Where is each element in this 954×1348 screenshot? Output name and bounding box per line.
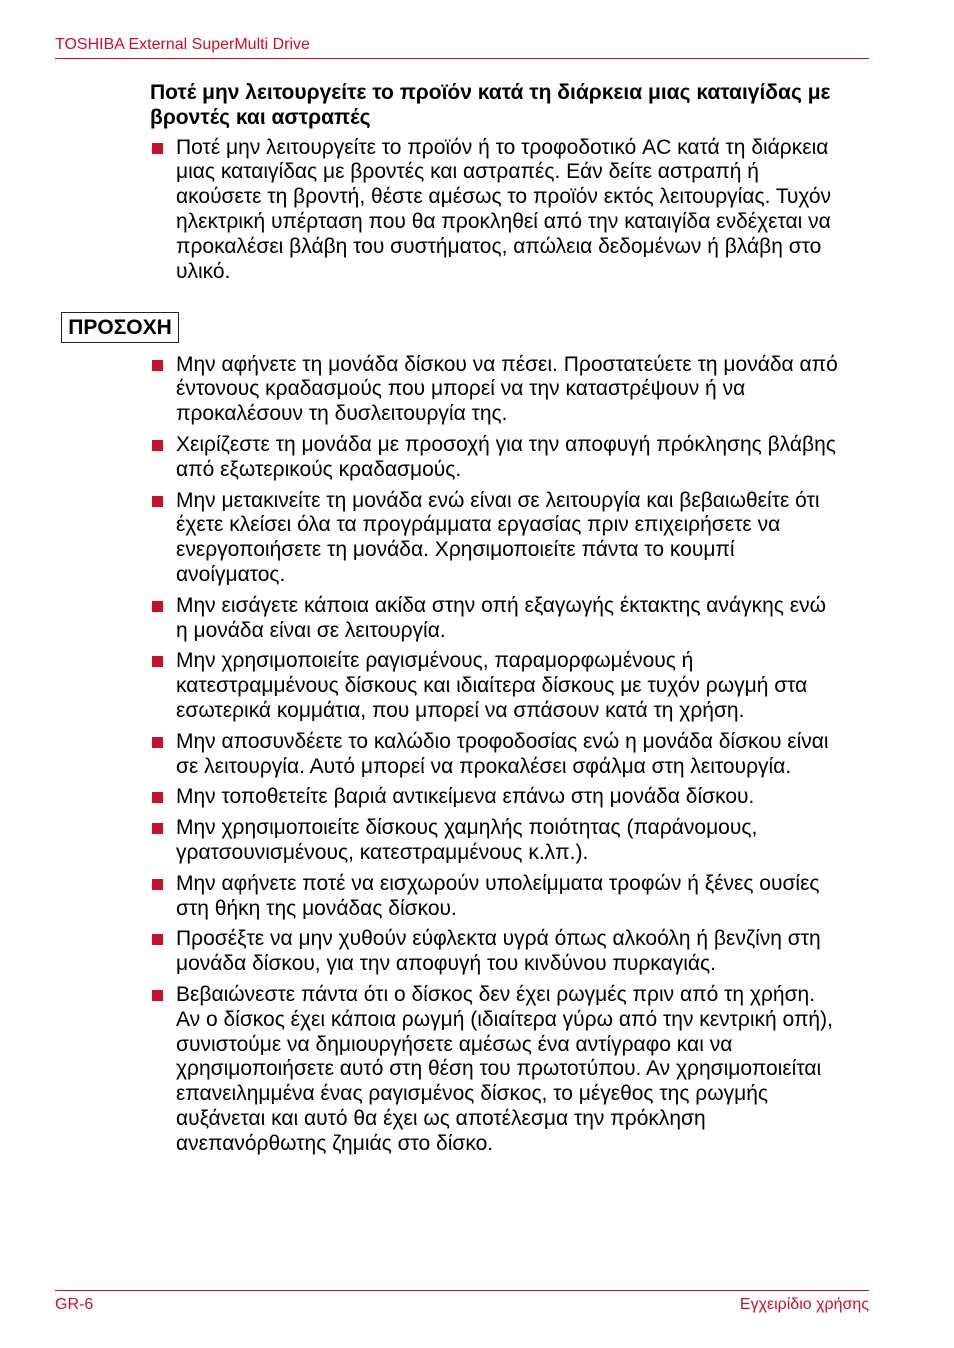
text-line: Μην αποσυνδέετε το καλώδιο τροφοδοσίας ενώ η μονάδα δίσκου είναι (176, 729, 829, 753)
square-bullet-icon (152, 934, 163, 945)
text-line: από εξωτερικούς κραδασμούς. (176, 457, 462, 481)
square-bullet-icon (152, 601, 163, 612)
text-line: Μην χρησιμοποιείτε ραγισμένους, παραμορφωμένους ή (176, 649, 694, 673)
caution-label: ΠΡΟΣΟΧΗ (61, 312, 179, 343)
text-line: προκαλέσουν τη δυσλειτουργία της. (176, 402, 508, 426)
square-bullet-icon (152, 737, 163, 748)
list-item-text (176, 730, 869, 780)
text-line: Ποτέ μην λειτουργείτε το προϊόν ή το τροφοδοτικό AC κατά τη διάρκεια (176, 135, 829, 159)
text-line: επανειλημμένα ένας ραγισμένος δίσκος, το μέγεθος της ρωγμής (176, 1082, 769, 1106)
square-bullet-icon (152, 143, 163, 154)
text-line: ανεπανόρθωτης ζημιάς στο δίσκο. (176, 1131, 494, 1155)
square-bullet-icon (152, 440, 163, 451)
list-item (150, 433, 869, 483)
list-item-text (176, 927, 869, 977)
text-line: προκαλέσει βλάβη του συστήματος, απώλεια δεδομένων ή βλάβη στο (176, 234, 822, 258)
text-line: έχετε κλείσει όλα τα προγράμματα εργασίας πριν επιχειρήσετε να (176, 513, 781, 537)
list-item (150, 489, 869, 588)
running-header-title: TOSHIBA External SuperMulti Drive (55, 36, 310, 53)
text-line: κατεστραμμένους δίσκους και ιδιαίτερα δίσκους με τυχόν ρωγμή στα (176, 674, 808, 698)
caution-list (150, 353, 869, 1163)
list-item-text (176, 489, 869, 588)
text-line: Μην αφήνετε τη μονάδα δίσκου να πέσει. Προστατεύετε τη μονάδα από (176, 352, 838, 376)
square-bullet-icon (152, 823, 163, 834)
text-line: Αν ο δίσκος έχει κάποια ρωγμή (ιδιαίτερα γύρω από την κεντρική οπή), (176, 1007, 833, 1031)
text-line: Βεβαιώνεστε πάντα ότι ο δίσκος δεν έχει ρωγμές πριν από τη χρήση. (176, 982, 816, 1006)
footer-rule (55, 1290, 869, 1291)
square-bullet-icon (152, 496, 163, 507)
text-line: εσωτερικά κομμάτια, που μπορεί να σπάσουν κατά τη χρήση. (176, 698, 745, 722)
page-number: GR-6 (55, 1296, 94, 1313)
text-line: συνιστούμε να δημιουργήσετε αμέσως ένα αντίγραφο και να (176, 1032, 733, 1056)
square-bullet-icon (152, 360, 163, 371)
square-bullet-icon (152, 990, 163, 1001)
text-line: Μην εισάγετε κάποια ακίδα στην οπή εξαγωγής έκτακτης ανάγκης ενώ (176, 593, 826, 617)
list-item (150, 927, 869, 977)
list-item-text (176, 872, 869, 922)
text-line: ενεργοποιήσετε τη μονάδα. Χρησιμοποιείτε πάντα το κουμπί (176, 538, 735, 562)
list-item (150, 785, 869, 810)
text-line: στη θήκη της μονάδας δίσκου. (176, 896, 457, 920)
footer-manual-title: Εγχειρίδιο χρήσης (739, 1296, 869, 1313)
text-line: αυξάνεται και αυτό θα έχει ως αποτέλεσμα την πρόκληση (176, 1106, 706, 1130)
list-item-text (176, 353, 869, 427)
text-line: σε λειτουργία. Αυτό μπορεί να προκαλέσει σφάλμα στη λειτουργία. (176, 754, 792, 778)
list-item-text (176, 785, 869, 810)
list-item-text (176, 594, 869, 644)
text-line: μονάδα δίσκου, για την αποφυγή του κινδύνου πυρκαγιάς. (176, 952, 716, 976)
list-item-text (176, 433, 869, 483)
text-line: Μην τοποθετείτε βαριά αντικείμενα επάνω στη μονάδα δίσκου. (176, 785, 755, 809)
text-line: Μην χρησιμοποιείτε δίσκους χαμηλής ποιότητας (παράνομους, (176, 816, 758, 840)
list-item (150, 730, 869, 780)
list-item (150, 649, 869, 723)
text-line: η μονάδα είναι σε λειτουργία. (176, 618, 446, 642)
text-line: Προσέξτε να μην χυθούν εύφλεκτα υγρά όπως αλκοόλη ή βενζίνη στη (176, 927, 821, 951)
text-line: μιας καταιγίδας με βροντές και αστραπές. Εάν δείτε αστραπή ή (176, 160, 759, 184)
text-line: ανοίγματος. (176, 562, 286, 586)
list-item (150, 136, 869, 285)
header-rule (55, 58, 869, 59)
list-item-text (176, 983, 869, 1157)
text-line: ακούσετε τη βροντή, θέστε αμέσως το προϊόν εκτός λειτουργίας. Τυχόν (176, 185, 832, 209)
square-bullet-icon (152, 656, 163, 667)
list-item (150, 353, 869, 427)
list-item-text (176, 136, 869, 285)
list-item (150, 594, 869, 644)
warning-section (150, 81, 869, 290)
list-item-text (176, 816, 869, 866)
text-line: Μην μετακινείτε τη μονάδα ενώ είναι σε λειτουργία και βεβαιωθείτε ότι (176, 488, 820, 512)
square-bullet-icon (152, 879, 163, 890)
text-line: έντονους κραδασμούς που μπορεί να την καταστρέψουν ή να (176, 377, 746, 401)
square-bullet-icon (152, 792, 163, 803)
text-line: Μην αφήνετε ποτέ να εισχωρούν υπολείμματα τροφών ή ξένες ουσίες (176, 871, 820, 895)
list-item (150, 816, 869, 866)
list-item (150, 872, 869, 922)
warning-heading (150, 81, 869, 131)
text-line: γρατσουνισμένους, κατεστραμμένους κ.λπ.). (176, 840, 589, 864)
text-line: ηλεκτρική υπέρταση που θα προκληθεί από την καταιγίδα ενδέχεται να (176, 209, 831, 233)
text-line: χρησιμοποιήσετε αυτό στη θέση του πρωτοτύπου. Αν χρησιμοποιείται (176, 1057, 822, 1081)
warning-heading-line: Ποτέ μην λειτουργείτε το προϊόν κατά τη διάρκεια μιας καταιγίδας με (150, 81, 831, 104)
text-line: υλικό. (176, 259, 231, 283)
text-line: Χειρίζεστε τη μονάδα με προσοχή για την αποφυγή πρόκλησης βλάβης (176, 432, 836, 456)
warning-heading-line: βροντές και αστραπές (150, 105, 371, 129)
list-item (150, 983, 869, 1157)
list-item-text (176, 649, 869, 723)
